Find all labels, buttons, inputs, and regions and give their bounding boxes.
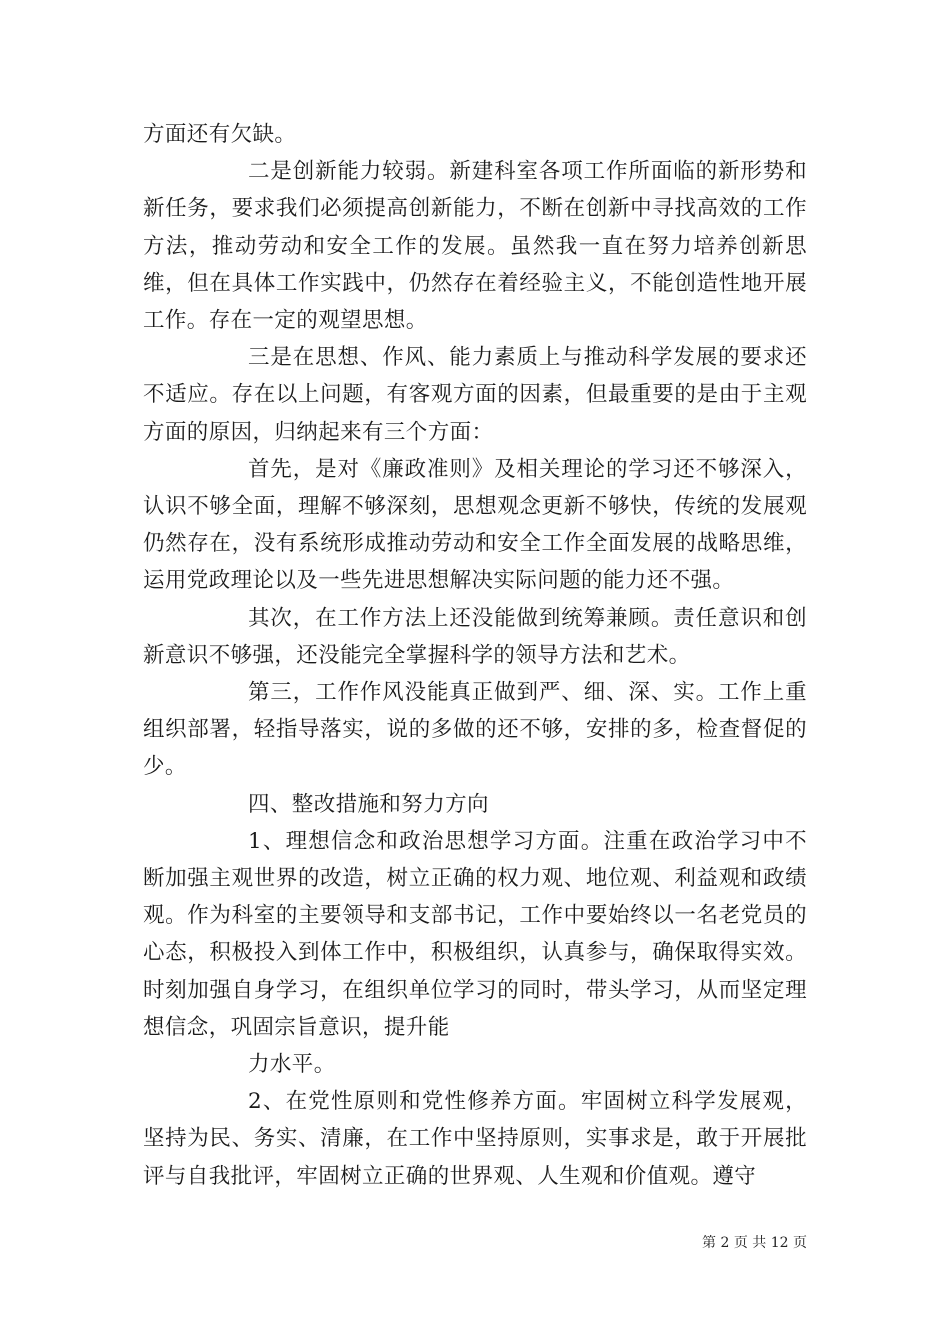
document-body [143, 116, 807, 1195]
paragraph-measure-2: 2、在党性原则和党性修养方面。牢固树立科学发展观，坚持为民、务实、清廉，在工作中坚持原则，实事求是，敢于开展批评与自我批评，牢固树立正确的世界观、人生观和价值观。遵守 [143, 1089, 807, 1189]
paragraph-first-reason: 首先，是对《廉政准则》及相关理论的学习还不够深入，认识不够全面，理解不够深刻，思想观念更新不够快，传统的发展观仍然存在，没有系统形成推动劳动和安全工作全面发展的战略思维，运用党政理论以及一些先进思想解决实际问题的能力还不强。 [143, 456, 807, 594]
paragraph-third-reason: 第三，工作作风没能真正做到严、细、深、实。工作上重组织部署，轻指导落实，说的多做的还不够，安排的多，检查督促的少。 [143, 680, 807, 780]
paragraph-not-adapted: 三是在思想、作风、能力素质上与推动科学发展的要求还不适应。存在以上问题，有客观方面的因素，但最重要的是由于主观方面的原因，归纳起来有三个方面： [143, 345, 807, 445]
paragraph-second-reason: 其次，在工作方法上还没能做到统筹兼顾。责任意识和创新意识不够强，还没能完全掌握科学的领导方法和艺术。 [143, 605, 807, 668]
paragraph-measure-1: 1、理想信念和政治思想学习方面。注重在政治学习中不断加强主观世界的改造，树立正确的权力观、地位观、利益观和政绩观。作为科室的主要领导和支部书记，工作中要始终以一名老党员的心态，积极投入到体工作中，积极组织，认真参与，确保取得实效。时刻加强自身学习，在组织单位学习的同时，带头学习，从而坚定理想信念，巩固宗旨意识，提升能 [143, 828, 807, 1040]
paragraph-innovation-weakness: 二是创新能力较弱。新建科室各项工作所面临的新形势和新任务，要求我们必须提高创新能力，不断在创新中寻找高效的工作方法，推动劳动和安全工作的发展。虽然我一直在努力培养创新思维，但在具体工作实践中，仍然存在着经验主义，不能创造性地开展工作。存在一定的观望思想。 [143, 159, 807, 334]
paragraph-measure-1-tail: 力水平。 [248, 1052, 336, 1078]
section-heading-rectification: 四、整改措施和努力方向 [248, 791, 489, 817]
paragraph-continuation: 方面还有欠缺。 [143, 122, 297, 147]
page-number-footer: 第 2 页 共 12 页 [702, 1235, 807, 1251]
